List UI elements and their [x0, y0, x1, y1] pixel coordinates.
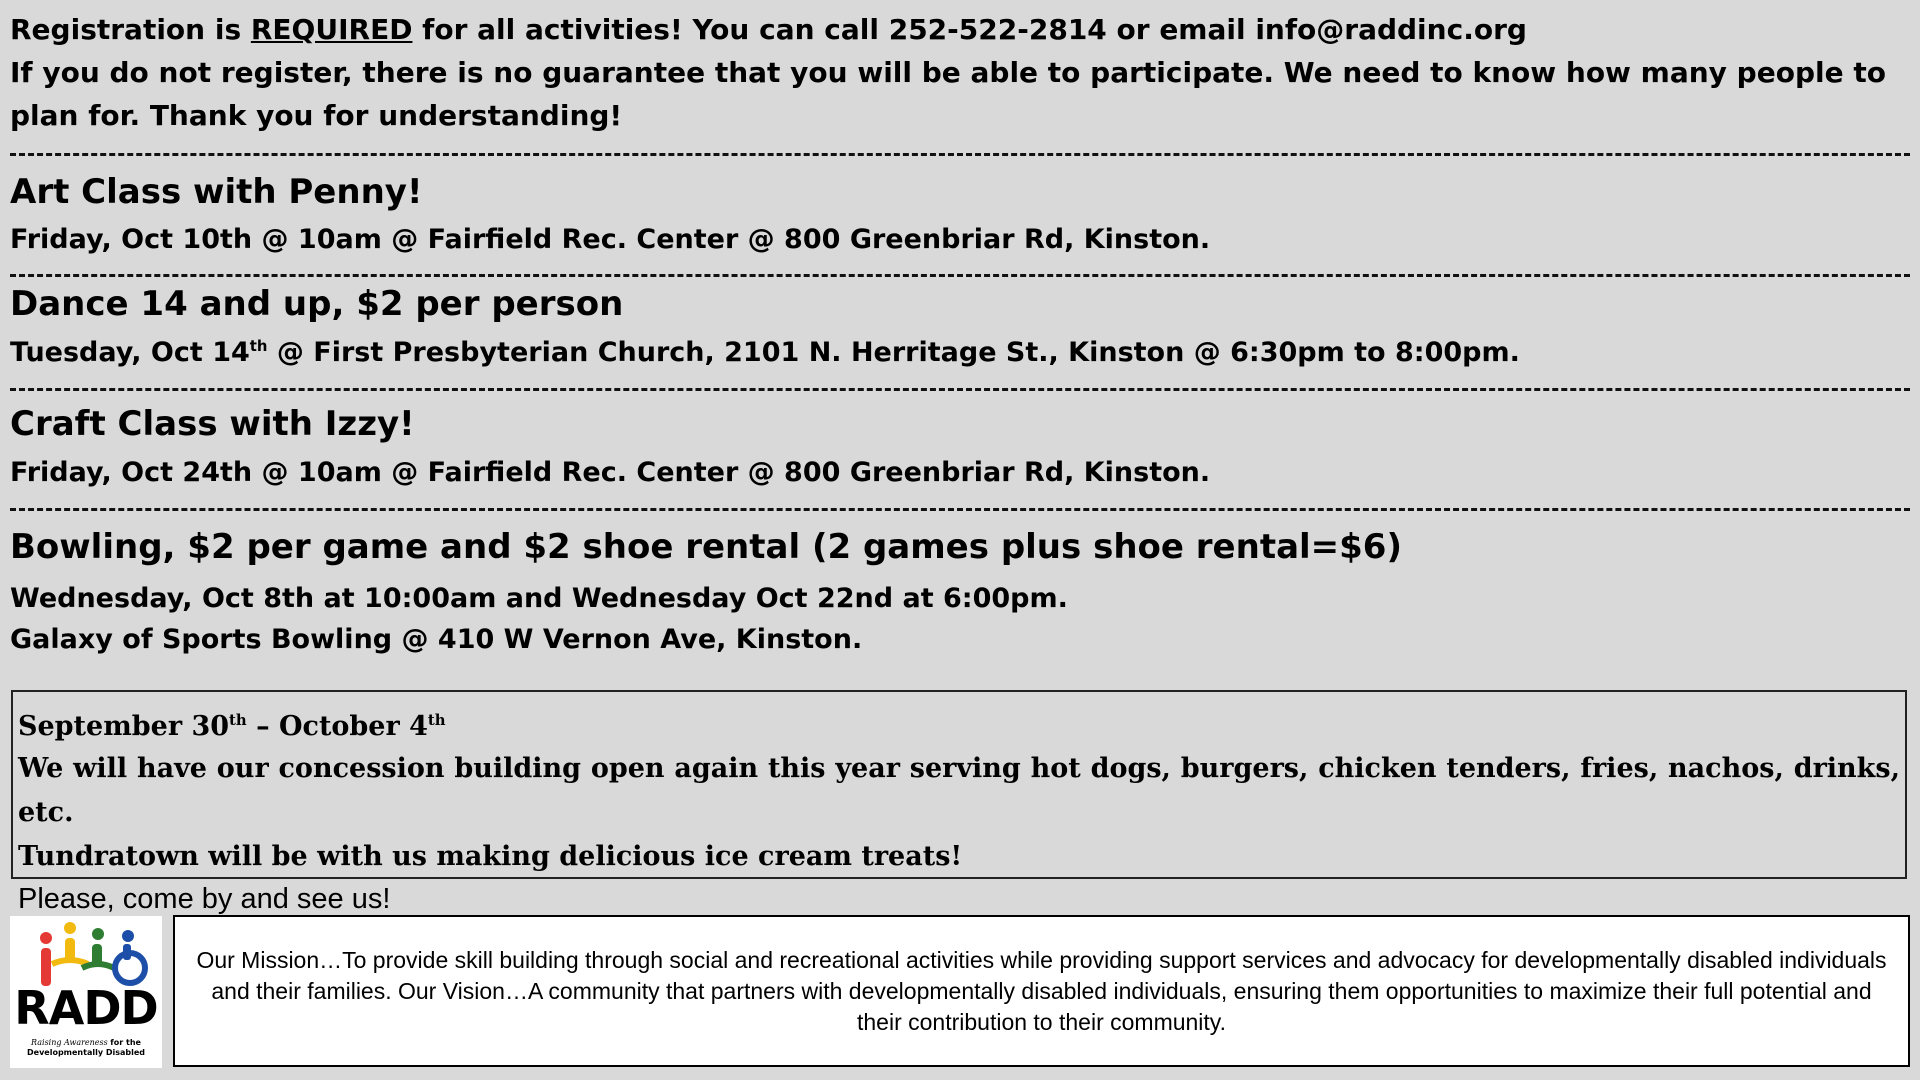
start-date-suffix: th	[229, 711, 247, 729]
end-date-suffix: th	[427, 711, 446, 729]
event-detail-bowling-location: Galaxy of Sports Bowling @ 410 W Vernon Ave, Kinston.	[10, 624, 863, 655]
registration-line-2: If you do not register, there is no guarantee that you will be able to participate. We need to know how many people to plan for. Thank you for understanding!	[10, 56, 1886, 132]
event-detail-art-class: Friday, Oct 10th @ 10am @ Fairfield Rec. Center @ 800 Greenbriar Rd, Kinston.	[10, 224, 1211, 255]
registration-notice	[10, 8, 1910, 137]
registration-contact: for all activities! You can call 252-522-2814 or email info@raddinc.org	[412, 13, 1527, 46]
divider	[10, 508, 1910, 511]
divider	[10, 153, 1910, 156]
event-detail-bowling-dates: Wednesday, Oct 8th at 10:00am and Wednesday Oct 22nd at 6:00pm.	[10, 583, 1068, 614]
start-date: September 30	[18, 711, 230, 742]
event-title-art-class: Art Class with Penny!	[10, 172, 423, 212]
required-emphasis: REQUIRED	[250, 13, 413, 46]
mission-statement-box	[173, 915, 1910, 1067]
logo-tagline-script: Raising Awareness	[31, 1038, 108, 1047]
event-title-dance: Dance 14 and up, $2 per person	[10, 284, 624, 324]
concession-info-box	[11, 690, 1907, 915]
registration-line-1	[10, 8, 1910, 51]
concession-menu-text: We will have our concession building open again this year serving hot dogs, burgers, chicken tenders, fries, nachos, drinks, etc.	[18, 753, 1900, 828]
logo-tagline-rest: for the	[110, 1038, 141, 1047]
event-detail-craft-class: Friday, Oct 24th @ 10am @ Fairfield Rec. Center @ 800 Greenbriar Rd, Kinston.	[10, 457, 1211, 488]
dance-date: Tuesday, Oct 14	[10, 337, 250, 368]
mission-text: Our Mission…To provide skill building through social and recreational activities while providing support services and advocacy for developmentally disabled individuals and their families. Our Vision…A community that partners with developmentally disabled individuals, ensuring them opportunities to maximize their full potential and their contribution to their community.	[196, 946, 1887, 1035]
divider	[10, 388, 1910, 391]
tundratown-text: Tundratown will be with us making delicious ice cream treats!	[18, 841, 963, 872]
event-title-craft-class: Craft Class with Izzy!	[10, 404, 415, 444]
event-detail-dance	[10, 337, 1520, 368]
dance-location-time: @ First Presbyterian Church, 2101 N. Herritage St., Kinston @ 6:30pm to 8:00pm.	[267, 337, 1520, 368]
radd-logo	[10, 916, 162, 1068]
divider	[10, 274, 1910, 277]
registration-prefix: Registration is	[10, 13, 251, 46]
concession-dates	[18, 700, 1900, 747]
logo-tagline-line2: Developmentally Disabled	[27, 1048, 145, 1057]
logo-wordmark: RADD	[14, 981, 158, 1035]
dance-date-suffix: th	[249, 337, 268, 355]
invite-text: Please, come by and see us!	[18, 883, 391, 915]
logo-tagline	[10, 1038, 162, 1058]
event-title-bowling: Bowling, $2 per game and $2 shoe rental (2 games plus shoe rental=$6)	[10, 527, 1403, 567]
end-date: – October 4	[246, 711, 428, 742]
